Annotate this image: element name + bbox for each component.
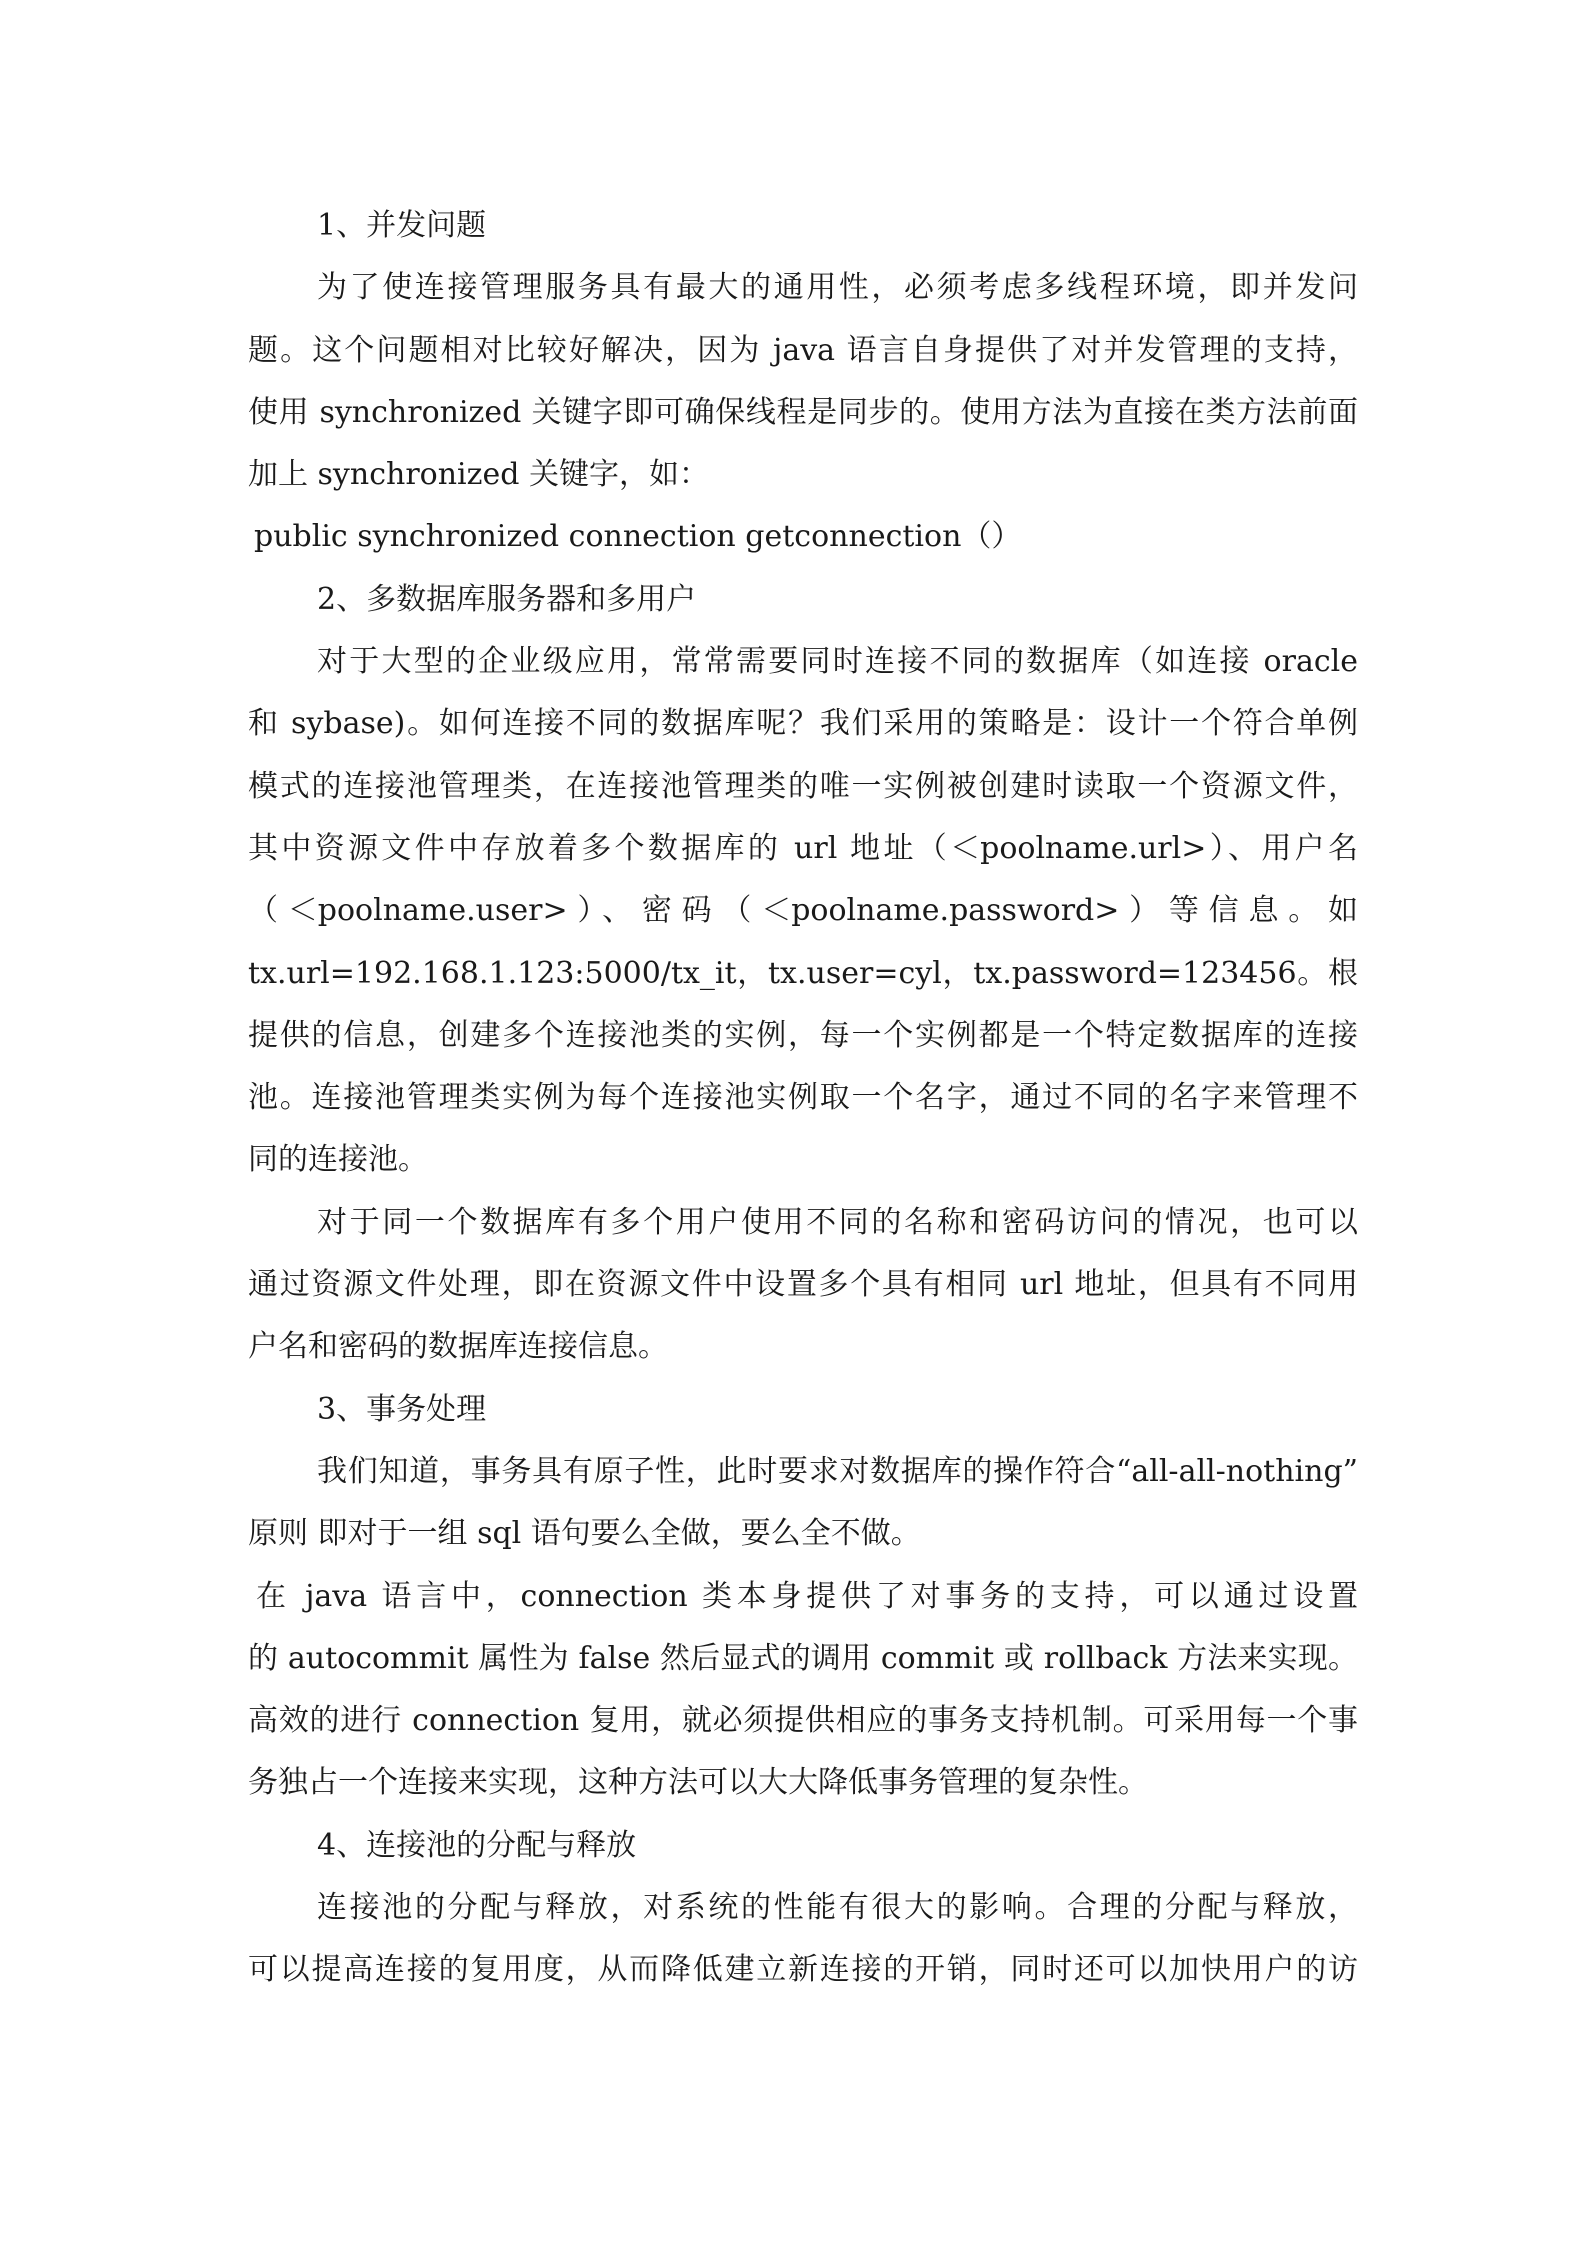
- paragraph-line: 使用 synchronized 关键字即可确保线程是同步的。使用方法为直接在类方法前面: [248, 394, 1358, 430]
- code-line: public synchronized connection getconnection（）: [254, 519, 1022, 555]
- paragraph-line: tx.url=192.168.1.123:5000/tx_it，tx.user=cyl，tx.password=123456。根: [248, 955, 1358, 991]
- paragraph-line: 可以提高连接的复用度，从而降低建立新连接的开销，同时还可以加快用户的访: [248, 1952, 1358, 1988]
- section-heading-transactions: 3、事务处理: [317, 1391, 487, 1427]
- paragraph-line: 务独占一个连接来实现，这种方法可以大大降低事务管理的复杂性。: [248, 1765, 1148, 1801]
- paragraph-line: 对于同一个数据库有多个用户使用不同的名称和密码访问的情况，也可以: [317, 1204, 1358, 1240]
- paragraph-line: 和 sybase)。如何连接不同的数据库呢？我们采用的策略是：设计一个符合单例: [248, 706, 1358, 742]
- paragraph-line: 其中资源文件中存放着多个数据库的 url 地址（＜poolname.url>）、用户名: [248, 830, 1358, 866]
- paragraph-line: 对于大型的企业级应用，常常需要同时连接不同的数据库（如连接 oracle: [317, 644, 1358, 680]
- paragraph-line: 提供的信息，创建多个连接池类的实例，每一个实例都是一个特定数据库的连接: [248, 1017, 1358, 1053]
- paragraph-line: 通过资源文件处理，即在资源文件中设置多个具有相同 url 地址，但具有不同用: [248, 1267, 1358, 1303]
- paragraph-line: 在 java 语言中，connection 类本身提供了对事务的支持，可以通过设置: [256, 1578, 1358, 1614]
- section-heading-concurrency: 1、并发问题: [317, 208, 487, 243]
- paragraph-line: 题。这个问题相对比较好解决，因为 java 语言自身提供了对并发管理的支持，: [248, 332, 1358, 368]
- paragraph-line: 的 autocommit 属性为 false 然后显式的调用 commit 或 rollback 方法来实现。: [248, 1640, 1358, 1676]
- paragraph-line: 为了使连接管理服务具有最大的通用性，必须考虑多线程环境，即并发问: [317, 270, 1358, 306]
- paragraph-line: （＜poolname.user>）、密码（＜poolname.password>）等信息。如: [248, 893, 1358, 929]
- paragraph-line: 连接池的分配与释放，对系统的性能有很大的影响。合理的分配与释放，: [317, 1890, 1358, 1926]
- section-heading-pool-allocation: 4、连接池的分配与释放: [317, 1827, 637, 1863]
- paragraph-line: 原则 即对于一组 sql 语句要么全做，要么全不做。: [248, 1516, 921, 1552]
- paragraph-line: 高效的进行 connection 复用，就必须提供相应的事务支持机制。可采用每一个事: [248, 1703, 1358, 1739]
- paragraph-line: 我们知道，事务具有原子性，此时要求对数据库的操作符合“all-all-nothing”: [317, 1453, 1358, 1489]
- paragraph-line: 户名和密码的数据库连接信息。: [248, 1329, 668, 1365]
- paragraph-line: 同的连接池。: [248, 1142, 428, 1178]
- section-heading-multi-db: 2、多数据库服务器和多用户: [317, 581, 697, 617]
- paragraph-line: 模式的连接池管理类，在连接池管理类的唯一实例被创建时读取一个资源文件，: [248, 768, 1358, 804]
- document-body: [248, 195, 1358, 2002]
- paragraph-line: 加上 synchronized 关键字，如：: [248, 457, 709, 493]
- paragraph-line: 池。连接池管理类实例为每个连接池实例取一个名字，通过不同的名字来管理不: [248, 1080, 1358, 1116]
